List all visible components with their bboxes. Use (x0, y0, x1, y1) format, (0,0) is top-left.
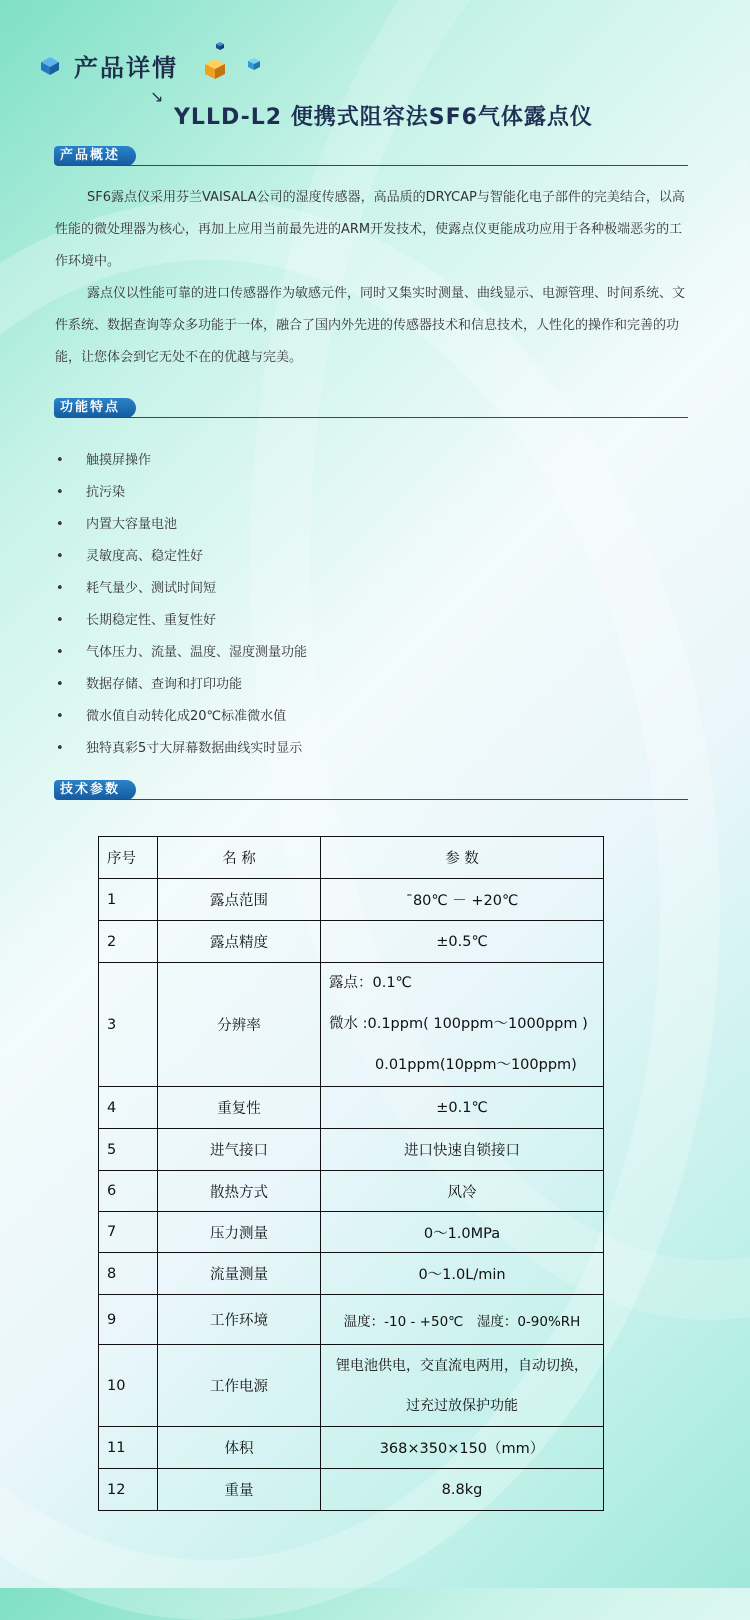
bullet: • (56, 677, 64, 692)
row-number: 11 (99, 1427, 158, 1469)
row-number: 5 (99, 1129, 158, 1171)
feature-text: 灵敏度高、稳定性好 (86, 549, 204, 564)
param-value: 风冷 (321, 1171, 604, 1212)
overview-paragraph: SF6露点仪采用芬兰VAISALA公司的湿度传感器，高品质的DRYCAP与智能化电子部件的完美结合，以高性能的微处理器为核心，再加上应用当前最先进的ARM开发技术，使露点仪更能成功应用于各种极端恶劣的工作环境中。 (55, 190, 685, 269)
row-number: 8 (99, 1253, 158, 1295)
param-value: 温度：-10 - +50℃ 湿度：0-90%RH (321, 1295, 604, 1345)
param-value: 8.8kg (321, 1469, 604, 1511)
param-value: ±0.1℃ (321, 1087, 604, 1129)
cube-icon (248, 58, 260, 70)
row-number: 1 (99, 879, 158, 921)
param-value-line: 锂电池供电，交直流电两用，自动切换， (336, 1357, 588, 1374)
feature-text: 独特真彩5寸大屏幕数据曲线实时显示 (86, 741, 303, 756)
section-tag: 功能特点 (54, 398, 136, 418)
section-header-features (54, 398, 688, 420)
param-name: 进气接口 (158, 1129, 321, 1171)
list-item (56, 573, 656, 605)
table-row (99, 1295, 604, 1345)
feature-text: 微水值自动转化成20℃标准微水值 (86, 709, 287, 724)
section-divider (114, 417, 688, 418)
section-tag: 产品概述 (54, 146, 136, 166)
table-row (99, 1427, 604, 1469)
list-item (56, 541, 656, 573)
list-item (56, 637, 656, 669)
bullet: • (56, 485, 64, 500)
table-row (99, 1212, 604, 1253)
param-name: 散热方式 (158, 1171, 321, 1212)
feature-text: 抗污染 (86, 485, 126, 500)
param-value-line: 露点：0.1℃ (329, 975, 412, 991)
table-header-row (99, 837, 604, 879)
table-row (99, 879, 604, 921)
param-value: ˉ80℃ － +20℃ (321, 879, 604, 921)
param-name: 工作电源 (158, 1345, 321, 1427)
bullet: • (56, 581, 64, 596)
feature-list (56, 445, 656, 765)
param-name: 工作环境 (158, 1295, 321, 1345)
section-divider (114, 799, 688, 800)
row-number: 3 (99, 963, 158, 1087)
param-value-line: 微水 :0.1ppm( 100ppm～1000ppm ) (329, 1016, 588, 1032)
table-row (99, 963, 604, 1087)
param-name: 压力测量 (158, 1212, 321, 1253)
param-value (321, 963, 604, 1087)
list-item (56, 605, 656, 637)
param-value-line: 过充过放保护功能 (406, 1397, 518, 1414)
param-name: 露点范围 (158, 879, 321, 921)
param-name: 流量测量 (158, 1253, 321, 1295)
column-header: 名 称 (158, 837, 321, 879)
list-item (56, 445, 656, 477)
page-title: 产品详情 (74, 54, 178, 82)
product-title: YLLD-L2 便携式阻容法SF6气体露点仪 (174, 105, 593, 130)
feature-text: 气体压力、流量、温度、湿度测量功能 (86, 645, 308, 660)
arrow-icon: ↘ (150, 87, 164, 106)
row-number: 2 (99, 921, 158, 963)
param-name: 重复性 (158, 1087, 321, 1129)
table-row (99, 921, 604, 963)
table-row (99, 1345, 604, 1427)
param-value (321, 1345, 604, 1427)
param-value: ±0.5℃ (321, 921, 604, 963)
column-header: 序号 (99, 837, 158, 879)
param-value: 0～1.0MPa (321, 1212, 604, 1253)
bullet: • (56, 453, 64, 468)
param-name: 体积 (158, 1427, 321, 1469)
overview-paragraph: 露点仪以性能可靠的进口传感器作为敏感元件，同时又集实时测量、曲线显示、电源管理、时间系统、文件系统、数据查询等众多功能于一体，融合了国内外先进的传感器技术和信息技术，人性化的操作和完善的功能，让您体会到它无处不在的优越与完美。 (55, 286, 686, 365)
bullet: • (56, 517, 64, 532)
section-divider (114, 165, 688, 166)
page-header (36, 40, 336, 90)
row-number: 4 (99, 1087, 158, 1129)
section-tag: 技术参数 (54, 780, 136, 800)
list-item (56, 701, 656, 733)
param-name: 重量 (158, 1469, 321, 1511)
table-row (99, 1469, 604, 1511)
list-item (56, 669, 656, 701)
param-value: 0～1.0L/min (321, 1253, 604, 1295)
list-item (56, 733, 656, 765)
table-row (99, 1253, 604, 1295)
spec-table (98, 836, 604, 1511)
section-header-overview (54, 146, 688, 168)
param-name: 露点精度 (158, 921, 321, 963)
feature-text: 内置大容量电池 (86, 517, 178, 532)
param-value: 368×350×150（mm） (321, 1427, 604, 1469)
feature-text: 耗气量少、测试时间短 (86, 581, 217, 596)
cube-icon (216, 42, 224, 50)
bullet: • (56, 645, 64, 660)
table-row (99, 1171, 604, 1212)
row-number: 9 (99, 1295, 158, 1345)
bullet: • (56, 709, 64, 724)
bullet: • (56, 549, 64, 564)
feature-text: 触摸屏操作 (86, 453, 152, 468)
list-item (56, 509, 656, 541)
cube-icon (40, 56, 60, 76)
param-name: 分辨率 (158, 963, 321, 1087)
bullet: • (56, 741, 64, 756)
column-header: 参 数 (321, 837, 604, 879)
feature-text: 长期稳定性、重复性好 (86, 613, 217, 628)
cube-icon (204, 58, 226, 80)
table-row (99, 1087, 604, 1129)
row-number: 7 (99, 1212, 158, 1253)
param-value-line: 0.01ppm(10ppm～100ppm) (375, 1057, 577, 1073)
bullet: • (56, 613, 64, 628)
list-item (56, 477, 656, 509)
param-value: 进口快速自锁接口 (321, 1129, 604, 1171)
row-number: 12 (99, 1469, 158, 1511)
feature-text: 数据存储、查询和打印功能 (86, 677, 243, 692)
row-number: 6 (99, 1171, 158, 1212)
section-header-specs (54, 780, 688, 802)
table-row (99, 1129, 604, 1171)
row-number: 10 (99, 1345, 158, 1427)
